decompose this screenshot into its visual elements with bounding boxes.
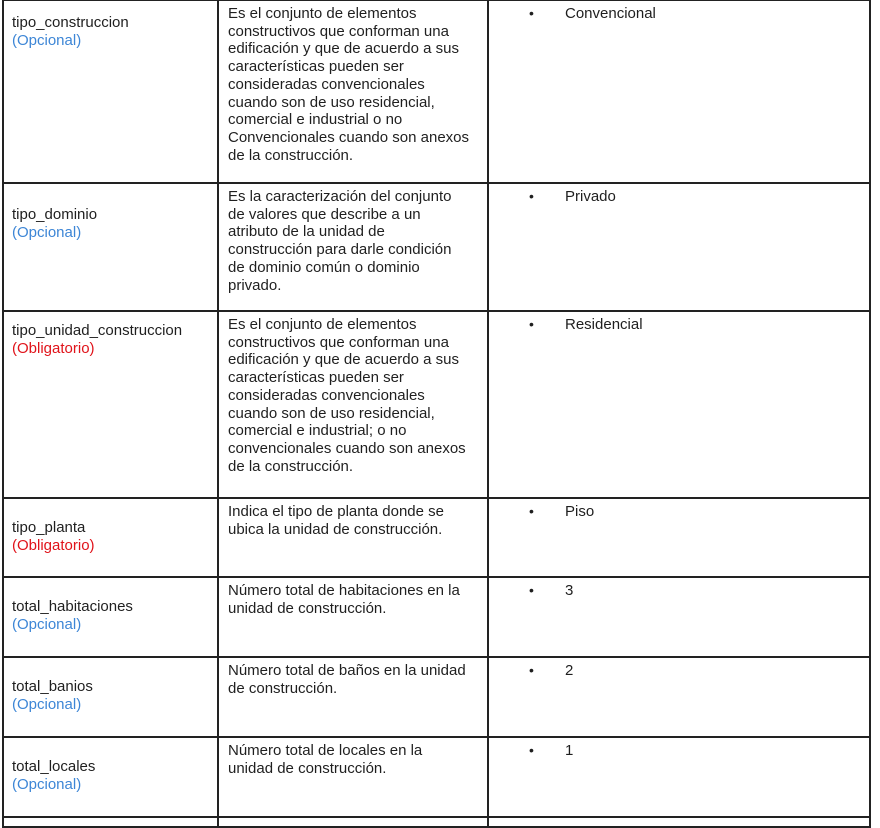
description-cell: [218, 183, 488, 311]
field-value: 2: [565, 662, 574, 679]
field-status: (Opcional): [12, 223, 82, 241]
field-description: Número total de habitaciones en la unidad de construcción.: [228, 582, 460, 617]
bullet-icon: •: [529, 662, 534, 678]
field-description: Es el conjunto de elementos constructivos que conforman una edificación y que de acuerdo a sus características pueden ser consideradas convencionales cuando son de uso residencial, comercial e industrial o no Convencionales cuando son anexos de la construcción.: [228, 5, 470, 164]
table-row: [3, 498, 870, 577]
field-name: tipo_dominio: [12, 206, 98, 223]
field-cell: [3, 498, 218, 577]
bullet-icon: •: [529, 582, 534, 598]
bullet-icon: •: [529, 5, 534, 21]
description-cell: [218, 498, 488, 577]
field-status: (Obligatorio): [12, 536, 95, 554]
table-row: [3, 577, 870, 657]
table-row: [3, 0, 870, 183]
field-status: (Opcional): [12, 615, 82, 633]
table-row: [3, 817, 870, 827]
bullet-icon: •: [529, 316, 534, 332]
value-cell: [488, 183, 870, 311]
description-cell: [218, 817, 488, 827]
field-value: 1: [565, 742, 574, 759]
field-cell: [3, 311, 218, 498]
field-cell: [3, 183, 218, 311]
field-cell: [3, 817, 218, 827]
description-cell: [218, 657, 488, 737]
description-cell: [218, 737, 488, 817]
field-description: Indica el tipo de planta donde se ubica la unidad de construcción.: [228, 503, 444, 538]
value-cell: [488, 817, 870, 827]
field-status: (Opcional): [12, 31, 82, 49]
field-status: (Opcional): [12, 775, 82, 793]
field-status: (Obligatorio): [12, 339, 95, 357]
field-value: Piso: [565, 503, 595, 520]
value-cell: [488, 657, 870, 737]
field-cell: [3, 577, 218, 657]
field-description: Número total de locales en la unidad de construcción.: [228, 742, 423, 777]
bullet-icon: •: [529, 742, 534, 758]
description-cell: [218, 0, 488, 183]
table-row: [3, 657, 870, 737]
value-cell: [488, 737, 870, 817]
field-name: total_locales: [12, 758, 96, 775]
field-cell: [3, 657, 218, 737]
value-cell: [488, 311, 870, 498]
field-cell: [3, 737, 218, 817]
field-value: Privado: [565, 188, 616, 205]
table-row: [3, 311, 870, 498]
field-name: total_banios: [12, 678, 93, 695]
value-cell: [488, 498, 870, 577]
field-name: tipo_planta: [12, 519, 86, 536]
table-row: [3, 737, 870, 817]
field-value: Residencial: [565, 316, 643, 333]
description-cell: [218, 577, 488, 657]
bullet-icon: •: [529, 503, 534, 519]
bullet-icon: •: [529, 188, 534, 204]
table-row: [3, 183, 870, 311]
field-cell: [3, 0, 218, 183]
field-value: 3: [565, 582, 574, 599]
field-name: tipo_construccion: [12, 13, 129, 31]
field-description: Es el conjunto de elementos constructivos que conforman una edificación y que de acuerdo a sus características pueden ser consideradas convencionales cuando son de uso residencial, comercial e industrial; o no convencionales cuando son anexos de la construcción.: [228, 316, 466, 475]
field-description: Es la caracterización del conjunto de valores que describe a un atributo de la unidad de construcción para darle condición de dominio común o dominio privado.: [228, 188, 452, 294]
value-cell: [488, 577, 870, 657]
attributes-table: [2, 0, 871, 828]
description-cell: [218, 311, 488, 498]
field-name: tipo_unidad_construccion: [12, 322, 183, 339]
field-value: Convencional: [565, 5, 656, 22]
field-status: (Opcional): [12, 695, 82, 713]
value-cell: [488, 0, 870, 183]
field-name: total_habitaciones: [12, 598, 133, 615]
field-description: Número total de baños en la unidad de construcción.: [228, 662, 466, 697]
